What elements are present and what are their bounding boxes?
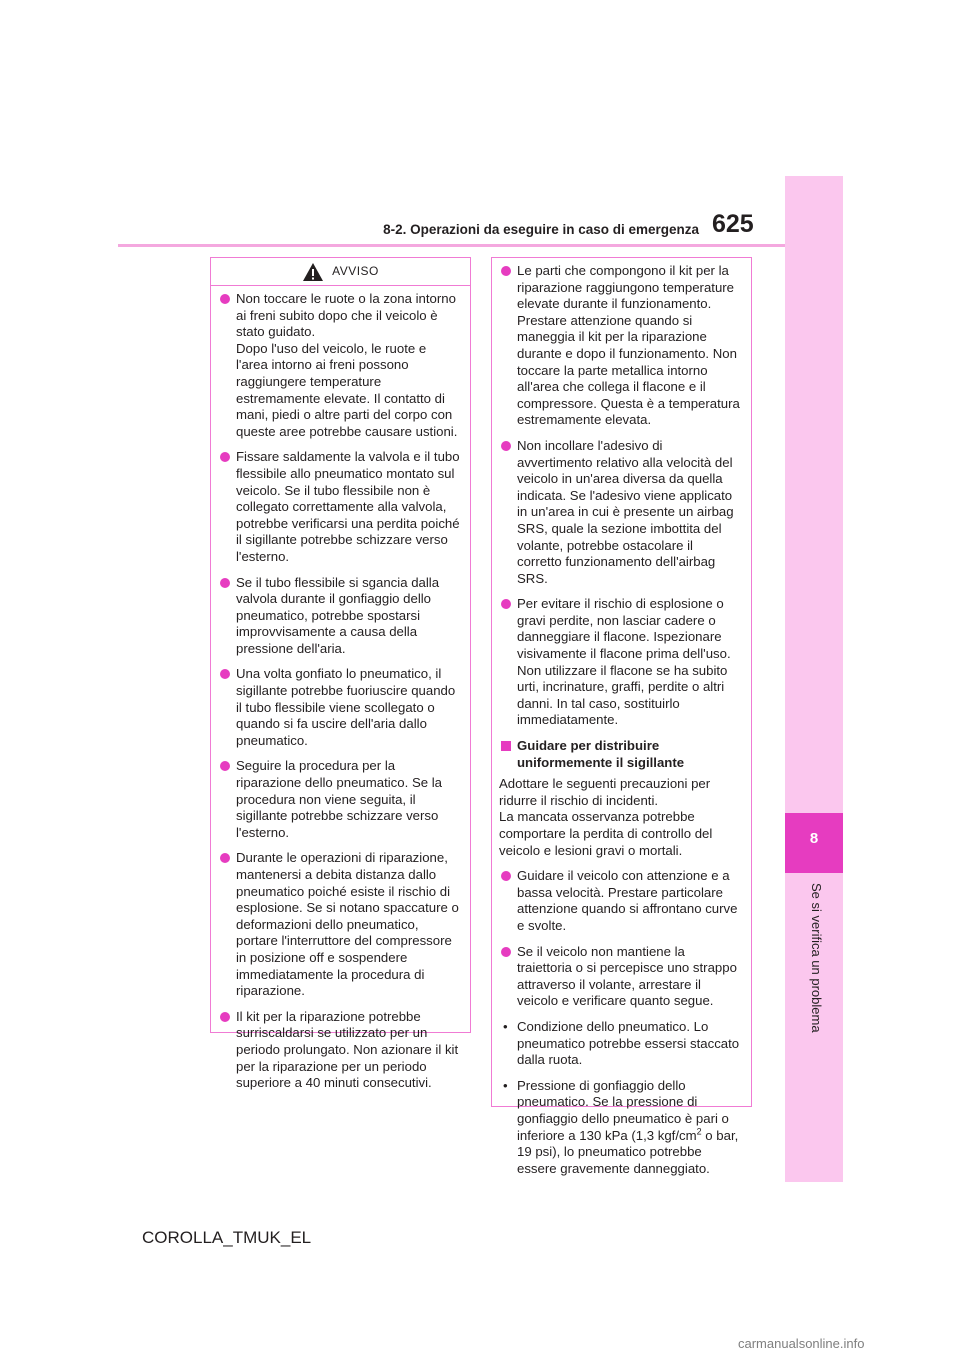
- bullet-icon: [501, 871, 511, 881]
- check-item: [499, 1019, 741, 1069]
- intro-paragraph: Adottare le seguenti precauzioni per ridurre il rischio di incidenti. La mancata osservanza potrebbe comportare la perdita di controllo del veicolo e lesioni gravi o mortali.: [499, 776, 713, 858]
- chapter-number: 8: [809, 830, 819, 847]
- bullet-icon: [220, 294, 230, 304]
- warning-body: [211, 286, 470, 1092]
- warning-item: [218, 850, 460, 999]
- check-item-text-continued: o bar, 19 psi), lo pneumatico potrebbe essere gravemente danneggiato.: [517, 1127, 739, 1176]
- header-rule: [118, 244, 785, 247]
- warning-item-text: Le parti che compongono il kit per la riparazione raggiungono temperature elevate durante il funzionamento. Prestare attenzione quando si maneggia il kit per la riparazione durante e dopo il funzionamento. Non toccare la parte metallica intorno all'area che collega il flacone e il compressore. Questa è a temperatura estremamente elevata.: [517, 263, 740, 428]
- watermark: carmanualsonline.info: [738, 1336, 865, 1351]
- dot-bullet-icon: •: [503, 1018, 508, 1034]
- warning-item: [218, 1009, 460, 1092]
- warning-item: [499, 596, 741, 729]
- warning-item: [218, 449, 460, 565]
- warning-item-text: Se il tubo flessibile si sgancia dalla valvola durante il gonfiaggio dello pneumatico, potrebbe spostarsi improvvisamente a causa della pressione dell'aria.: [236, 574, 440, 656]
- warning-triangle-icon: [302, 262, 324, 282]
- bullet-icon: [220, 761, 230, 771]
- bullet-icon: [220, 1012, 230, 1022]
- section-title: 8-2. Operazioni da eseguire in caso di emergenza: [383, 222, 699, 237]
- warning-item-text: Per evitare il rischio di esplosione o gravi perdite, non lasciar cadere o danneggiare il flacone. Ispezionare visivamente il flacone prima dell'uso. Non utilizzare il flacone se ha subito urti, incrinature, graffi, perdite o altri danni. In tal caso, sostituirlo immediatamente.: [517, 596, 731, 728]
- warning-label: AVVISO: [332, 264, 379, 279]
- bullet-icon: [501, 599, 511, 609]
- warning-box: [210, 257, 471, 1091]
- warning-item: [218, 291, 460, 440]
- warning-item-text: Guidare il veicolo con attenzione e a bassa velocità. Prestare particolare attenzione quando si affrontano curve e svolte.: [517, 868, 738, 933]
- warning-item: [499, 263, 741, 429]
- warning-body-continued: [492, 258, 751, 1177]
- model-code: COROLLA_TMUK_EL: [142, 1228, 312, 1247]
- warning-item: [218, 666, 460, 749]
- warning-item: [218, 758, 460, 841]
- warning-item-text: Se il veicolo non mantiene la traiettoria o si percepisce uno strappo attraverso il volante, arrestare il veicolo e verificare quanto segue.: [517, 943, 737, 1009]
- warning-box-continued: [491, 257, 752, 1176]
- warning-item: [218, 575, 460, 658]
- warning-header: [211, 258, 470, 286]
- warning-item-text: Una volta gonfiato lo pneumatico, il sigillante potrebbe fuoriuscire quando il tubo flessibile viene scollegato o quando si fa uscire dell'aria dallo pneumatico.: [236, 666, 456, 748]
- subheading: [499, 738, 741, 771]
- warning-item-text: Non toccare le ruote o la zona intorno ai freni subito dopo che il veicolo è stato guidato. Dopo l'uso del veicolo, le ruote e l'area intorno ai freni possono raggiungere temperature estremamente elevate. Il contatto di mani, piedi o altre parti del corpo con queste aree potrebbe causare ustioni.: [236, 291, 458, 439]
- subheading-text: Guidare per distribuire uniformemente il sigillante: [517, 738, 685, 770]
- dot-bullet-icon: •: [503, 1077, 508, 1093]
- bullet-icon: [501, 947, 511, 957]
- warning-item-text: Durante le operazioni di riparazione, mantenersi a debita distanza dallo pneumatico poiché esiste il rischio di esplosione. Se si notano spaccature o deformazioni dello pneumatico, portare l'interruttore del compressore in posizione off e sospendere immediatamente la procedura di riparazione.: [236, 850, 459, 999]
- warning-item-text: Non incollare l'adesivo di avvertimento relativo alla velocità del veicolo in un'area diversa da quella indicata. Se l'adesivo viene applicato in un'area in cui è presente un airbag SRS, quale la sezione imbottita del volante, potrebbe ostacolare il corretto funzionamento dell'airbag SRS.: [517, 437, 734, 586]
- warning-item-text: Il kit per la riparazione potrebbe surriscaldarsi se utilizzato per un periodo prolungato. Non azionare il kit per la riparazione per un periodo superiore a 40 minuti consecutivi.: [236, 1008, 459, 1091]
- square-bullet-icon: [501, 741, 511, 751]
- warning-item-text: Seguire la procedura per la riparazione dello pneumatico. Se la procedura non viene seguita, il sigillante potrebbe schizzare verso l'esterno.: [236, 758, 442, 840]
- page-number: 625: [712, 210, 754, 238]
- warning-item: [499, 438, 741, 587]
- check-item-text: Condizione dello pneumatico. Lo pneumatico potrebbe essersi staccato dalla ruota.: [517, 1018, 740, 1068]
- bullet-icon: [220, 669, 230, 679]
- check-item: [499, 1078, 741, 1178]
- warning-item-text: Fissare saldamente la valvola e il tubo flessibile allo pneumatico montato sul veicolo. Se il tubo flessibile non è collegato correttamente alla valvola, potrebbe verificarsi una perdita poiché il sigillante potrebbe schizzare verso l'esterno.: [236, 449, 460, 564]
- check-item-text: Pressione di gonfiaggio dello pneumatico. Se la pressione di gonfiaggio dello pneumatico è pari o inferiore a 130 kPa (1,3 kgf/cm: [517, 1077, 729, 1143]
- superscript: 2: [696, 1126, 702, 1137]
- warning-item: [499, 868, 741, 934]
- bullet-icon: [220, 452, 230, 462]
- bullet-icon: [501, 266, 511, 276]
- bullet-icon: [220, 853, 230, 863]
- bullet-icon: [220, 578, 230, 588]
- warning-item: [499, 944, 741, 1010]
- chapter-title: Se si verifica un problema: [809, 883, 824, 1033]
- bullet-icon: [501, 441, 511, 451]
